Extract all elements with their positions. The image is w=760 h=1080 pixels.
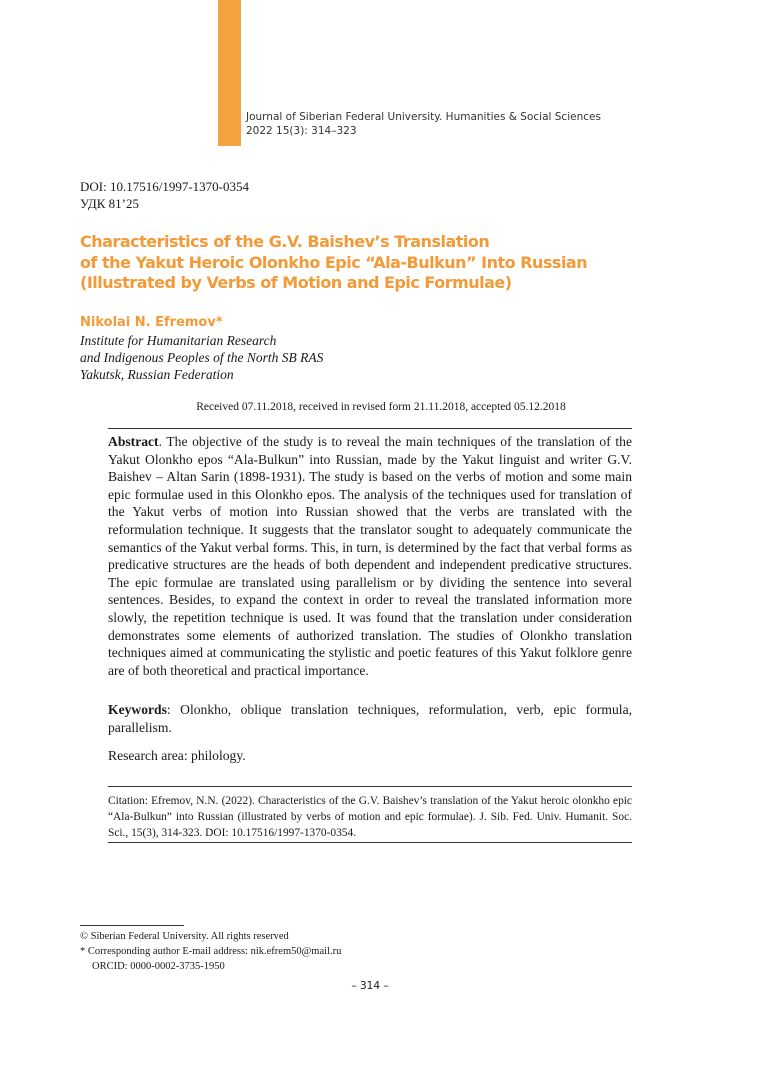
affiliation-line: and Indigenous Peoples of the North SB RAS: [80, 350, 324, 365]
title-line: (Illustrated by Verbs of Motion and Epic Formulae): [80, 273, 512, 292]
journal-header: [246, 110, 601, 138]
journal-name: Journal of Siberian Federal University. Humanities & Social Sciences: [246, 111, 601, 123]
received-dates: Received 07.11.2018, received in revised form 21.11.2018, accepted 05.12.2018: [196, 401, 566, 413]
abstract-top-rule: [108, 428, 632, 429]
title-line: Characteristics of the G.V. Baishev’s Translation: [80, 232, 490, 251]
citation: Citation: Efremov, N.N. (2022). Characteristics of the G.V. Baishev’s translation of the Yakut heroic olonkho epic “Ala-Bulkun” into Russian (illustrated by verbs of motion and epic formulae). J. Sib. Fed. Univ. Humanit. Soc. Sci., 15(3), 314-323. DOI: 10.17516/1997-1370-0354.: [108, 795, 632, 839]
page-number: – 314 –: [351, 980, 389, 992]
abstract-label: Abstract: [108, 434, 159, 449]
copyright-note: © Siberian Federal University. All rights reserved: [80, 931, 289, 942]
footnotes: [80, 929, 341, 974]
keywords-text: : Olonkho, oblique translation techniques, reformulation, verb, epic formula, parallelism.: [108, 702, 632, 735]
affiliation: [80, 332, 323, 383]
author-name: Nikolai N. Efremov*: [80, 315, 223, 330]
identifiers: [80, 178, 249, 212]
research-area: Research area: philology.: [108, 748, 246, 763]
orcid-note: ORCID: 0000-0002-3735-1950: [92, 961, 225, 972]
abstract-text: . The objective of the study is to reveal the main techniques of the translation of the Yakut Olonkho epos “Ala-Bulkun” into Russian, made by the Yakut linguist and writer G.V. Baishev – Altan Sarin (1898-1931). The study is based on the verbs of motion and some main epic formulae used in this Olonkho epos. The analysis of the techniques used for translation of the Yakut verbs of motion into Russian showed that the verbs are translated with the reformulation technique. It suggests that the translator sought to adequately communicate the semantics of the Yakut verbal forms. This, in turn, is determined by the fact that verbal forms as predicative structures are the heads of both dependent and independent predicative structures. The epic formulae are translated using parallelism or by dividing the sentence into several sentences. Besides, to expand the context in order to reveal the translated information more slowly, the repetition technique is used. It was found that the translation under consideration demonstrates some elements of authorized translation. The studies of Olonkho translation techniques aimed at communicating the stylistic and poetic features of this Yakut folklore genre are of both theoretical and practical importance.: [108, 434, 632, 678]
affiliation-line: Yakutsk, Russian Federation: [80, 367, 234, 382]
corresponding-author-note[interactable]: * Corresponding author E-mail address: nik.efrem50@mail.ru: [80, 946, 342, 957]
journal-accent-bar: [218, 0, 241, 146]
doi[interactable]: DOI: 10.17516/1997-1370-0354: [80, 179, 249, 194]
article-title: [80, 232, 640, 294]
title-line: of the Yakut Heroic Olonkho Epic “Ala-Bulkun” Into Russian: [80, 252, 588, 272]
citation-top-rule: [108, 786, 632, 787]
journal-issue: 2022 15(3): 314–323: [246, 125, 357, 137]
affiliation-line: Institute for Humanitarian Research: [80, 333, 277, 348]
keywords-label: Keywords: [108, 702, 167, 717]
udk: УДК 81’25: [80, 196, 140, 211]
citation-bottom-rule: [108, 842, 632, 843]
footnote-rule: [80, 925, 184, 926]
abstract: [108, 433, 632, 679]
keywords: [108, 701, 632, 736]
